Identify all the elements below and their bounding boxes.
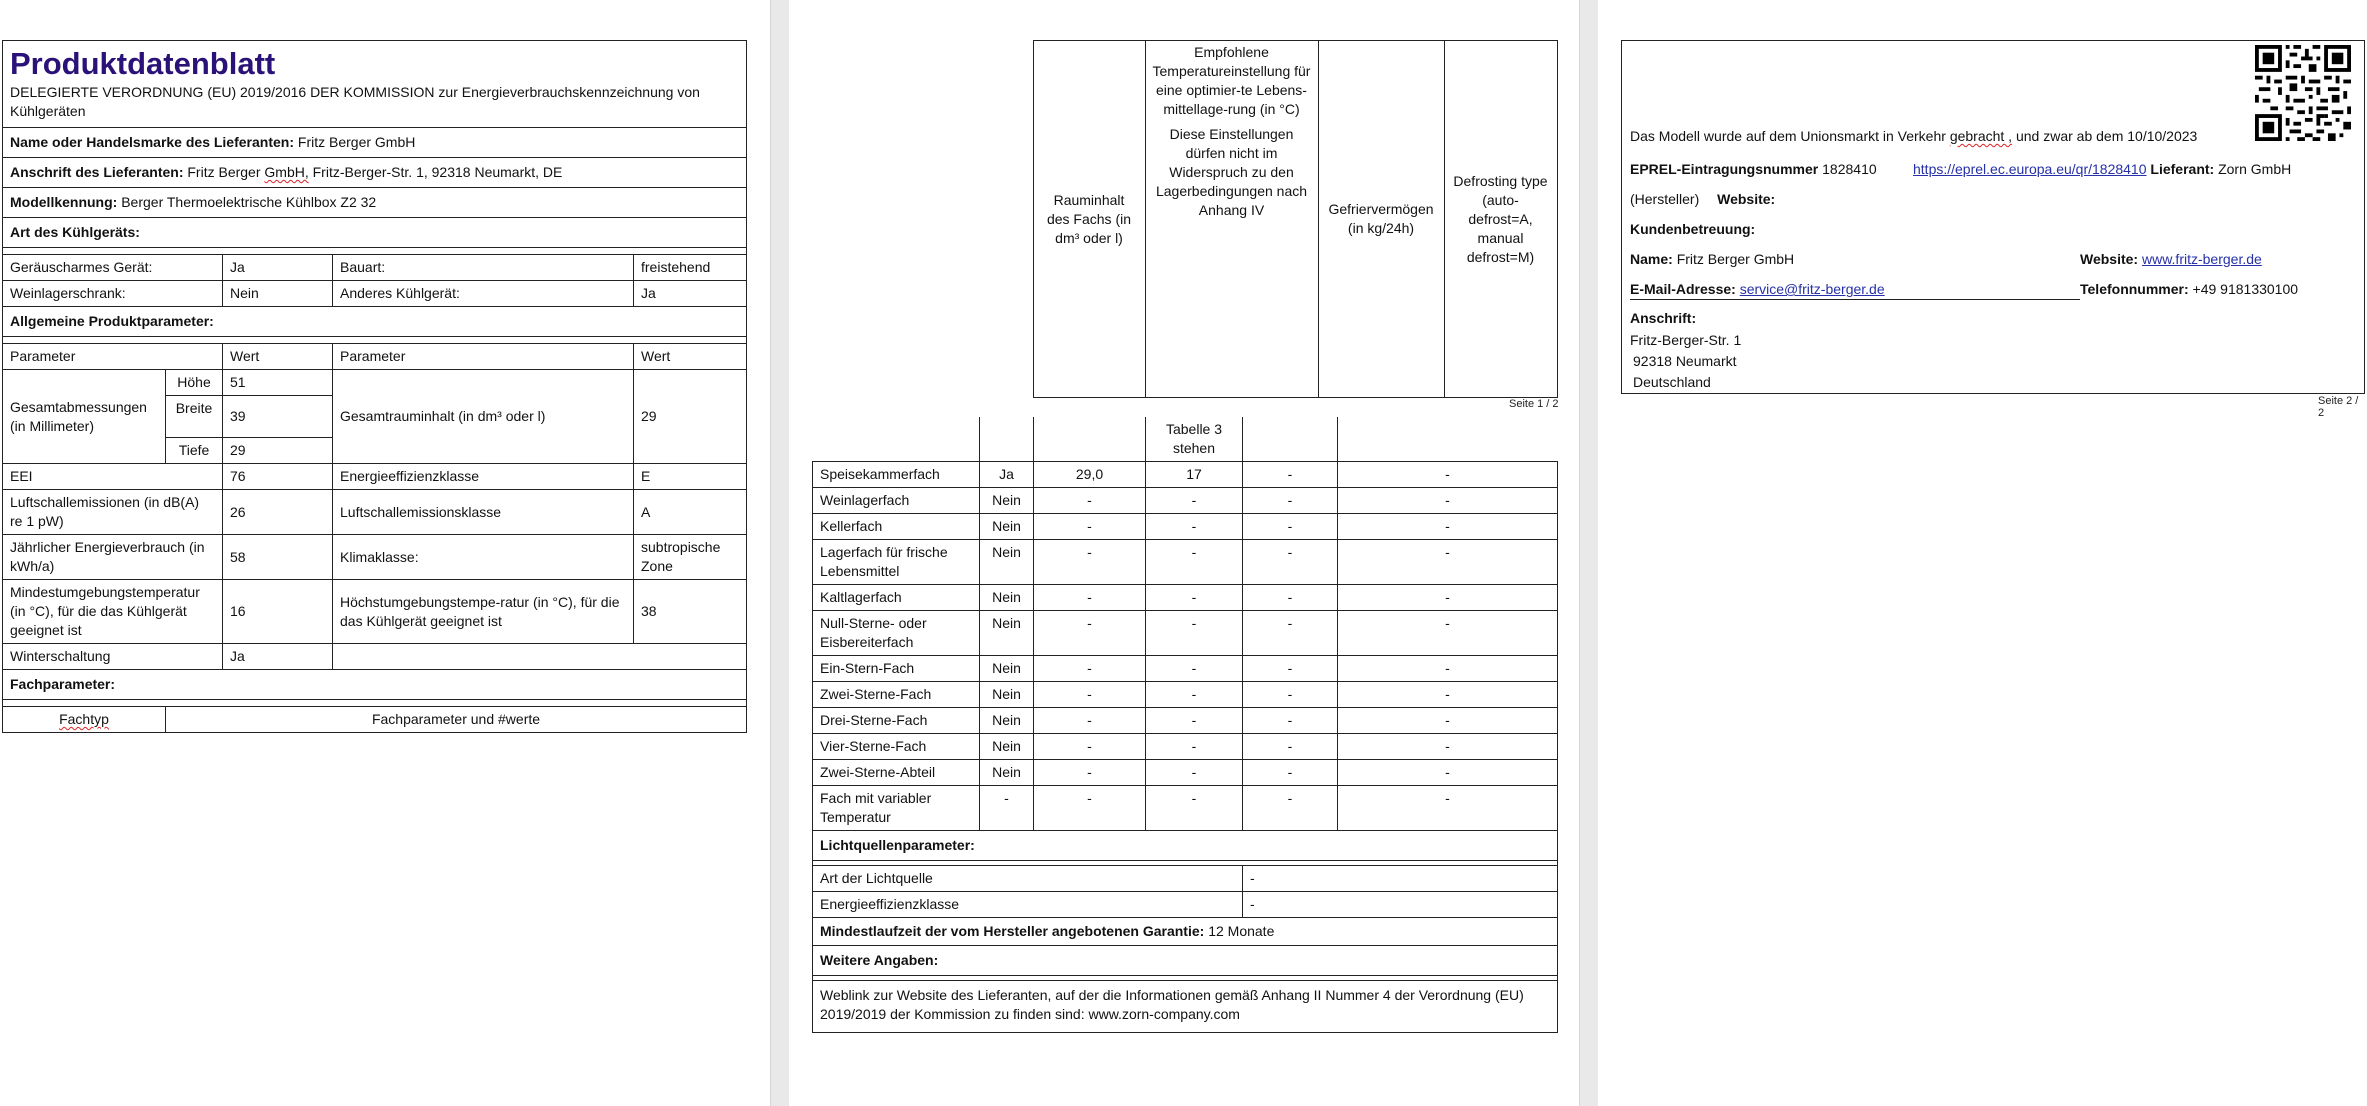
compartment-row xyxy=(813,682,1558,708)
empty-cell xyxy=(333,644,747,670)
supplier-label: Lieferant: xyxy=(2150,161,2215,177)
compartment-defrost: - xyxy=(1338,462,1558,488)
light-type-label: Art der Lichtquelle xyxy=(813,866,1243,892)
winter-mode-value: Ja xyxy=(223,644,333,670)
page-number-1: Seite 1 / 2 xyxy=(1509,398,1559,410)
compartment-volume: - xyxy=(1034,488,1146,514)
compartment-temp: - xyxy=(1146,786,1243,831)
contact-name-value: Fritz Berger GmbH xyxy=(1676,251,1795,267)
compartment-defrost: - xyxy=(1338,656,1558,682)
empty-cell xyxy=(1034,417,1146,462)
compartment-row xyxy=(813,656,1558,682)
warranty-value: 12 Monate xyxy=(1208,923,1275,939)
email-label: E-Mail-Adresse: xyxy=(1630,281,1736,297)
supplier-address-part2: GmbH, xyxy=(264,164,309,180)
supplier-name-label: Name oder Handelsmarke des Lieferanten: xyxy=(10,134,294,150)
compartment-params-heading: Fachparameter: xyxy=(10,676,116,692)
compartment-freezing: - xyxy=(1243,708,1338,734)
compartment-defrost: - xyxy=(1338,786,1558,831)
noise-emission-label xyxy=(3,490,223,535)
compartment-volume: - xyxy=(1034,786,1146,831)
address-heading xyxy=(1630,309,1696,328)
compartment-name: Weinlagerfach xyxy=(813,488,980,514)
compartment-freezing: - xyxy=(1243,488,1338,514)
low-noise-label: Geräuscharmes Gerät: xyxy=(3,255,223,281)
design-label: Bauart: xyxy=(333,255,634,281)
noise-class-value: A xyxy=(634,490,747,535)
compartment-defrost: - xyxy=(1338,514,1558,540)
empty-header-cell xyxy=(812,41,1033,398)
compartment-present: Nein xyxy=(980,760,1034,786)
compartment-volume: - xyxy=(1034,760,1146,786)
supplier-name-value: Fritz Berger GmbH xyxy=(297,134,416,150)
weblink-text: Weblink zur Website des Lieferanten, auf der die Informationen gemäß Anhang II Nummer 4 der Verordnung (EU) 2019/2019 der Kommission zu finden sind: www.zorn-company.com xyxy=(813,981,1558,1033)
compartment-defrost: - xyxy=(1338,611,1558,656)
device-type-heading: Art des Kühlgeräts: xyxy=(10,224,140,240)
compartment-freezing: - xyxy=(1243,682,1338,708)
annual-energy-label: Jährlicher Energieverbrauch (in kWh/a) xyxy=(3,535,223,580)
wine-cabinet-label: Weinlagerschrank: xyxy=(3,281,223,307)
compartment-volume: - xyxy=(1034,682,1146,708)
email-line xyxy=(1630,280,2080,300)
compartment-volume: - xyxy=(1034,585,1146,611)
value-column-header: Wert xyxy=(223,344,333,370)
eprel-number-label: EPREL-Eintragungsnummer xyxy=(1630,161,1819,177)
regulation-subtitle: DELEGIERTE VERORDNUNG (EU) 2019/2016 DER KOMMISSION zur Energieverbrauchskennzeichnung von Kühlgeräten xyxy=(10,84,700,119)
market-text-c: und zwar ab dem 10/10/2023 xyxy=(2015,128,2198,144)
compartment-present: Nein xyxy=(980,488,1034,514)
compartment-volume: - xyxy=(1034,656,1146,682)
compartment-freezing: - xyxy=(1243,462,1338,488)
compartment-defrost: - xyxy=(1338,488,1558,514)
compartment-freezing: - xyxy=(1243,514,1338,540)
customer-service-heading-text: Kundenbetreuung: xyxy=(1630,221,1756,237)
compartment-row xyxy=(813,611,1558,656)
page-gutter-left xyxy=(770,0,790,1106)
compartment-freezing: - xyxy=(1243,760,1338,786)
model-label: Modellkennung: xyxy=(10,194,118,210)
page-3 xyxy=(1598,0,2367,1106)
compartment-defrost: - xyxy=(1338,585,1558,611)
header-table-3-note: Tabelle 3 stehen xyxy=(1146,417,1243,462)
manufacturer-line xyxy=(1630,190,1775,209)
compartment-freezing: - xyxy=(1243,786,1338,831)
light-class-value: - xyxy=(1243,892,1558,918)
compartment-rows xyxy=(813,462,1558,831)
compartment-name: Kellerfach xyxy=(813,514,980,540)
other-device-value: Ja xyxy=(634,281,747,307)
energy-class-label: Energieeffizienzklasse xyxy=(333,464,634,490)
compartment-present: Nein xyxy=(980,585,1034,611)
compartment-volume: 29,0 xyxy=(1034,462,1146,488)
compartment-present: Nein xyxy=(980,682,1034,708)
eprel-link[interactable]: https://eprel.ec.europa.eu/qr/1828410 xyxy=(1913,161,2147,177)
width-value: 39 xyxy=(223,396,333,438)
eprel-link-line xyxy=(1913,160,2291,179)
compartment-present: Nein xyxy=(980,734,1034,760)
compartment-row xyxy=(813,540,1558,585)
compartment-present: Nein xyxy=(980,514,1034,540)
contact-name-line xyxy=(1630,250,1794,269)
phone-value: +49 9181330100 xyxy=(2192,281,2299,297)
compartment-row xyxy=(813,760,1558,786)
compartment-freezing: - xyxy=(1243,540,1338,585)
compartment-type-text: Fachtyp xyxy=(59,711,109,727)
eei-label: EEI xyxy=(3,464,223,490)
noise-class-label: Luftschallemissionsklasse xyxy=(333,490,634,535)
supplier-address-part3: Fritz-Berger-Str. 1, 92318 Neumarkt, DE xyxy=(312,164,563,180)
compartment-temp: - xyxy=(1146,540,1243,585)
compartment-name: Ein-Stern-Fach xyxy=(813,656,980,682)
compartment-row xyxy=(813,514,1558,540)
compartment-present: - xyxy=(980,786,1034,831)
compartment-present: Nein xyxy=(980,540,1034,585)
contact-website-label: Website: xyxy=(2080,251,2139,267)
height-label: Höhe xyxy=(166,370,223,396)
eprel-number-value: 1828410 xyxy=(1822,161,1877,177)
annual-energy-value: 58 xyxy=(223,535,333,580)
compartment-present: Ja xyxy=(980,462,1034,488)
market-text-a: Das Modell wurde auf dem Unionsmarkt in Verkehr xyxy=(1630,128,1946,144)
page-2 xyxy=(789,0,1579,1106)
depth-label: Tiefe xyxy=(166,438,223,464)
other-device-label: Anderes Kühlgerät: xyxy=(333,281,634,307)
total-volume-value: 29 xyxy=(634,370,747,464)
market-text-b: gebracht , xyxy=(1949,128,2013,144)
manufacturer-website-label: Website: xyxy=(1717,191,1776,207)
compartment-name: Speisekammerfach xyxy=(813,462,980,488)
contact-website-line xyxy=(2080,250,2262,269)
compartment-name: Fach mit variabler Temperatur xyxy=(813,786,980,831)
compartment-volume: - xyxy=(1034,708,1146,734)
compartment-row xyxy=(813,708,1558,734)
supplier-value: Zorn GmbH xyxy=(2218,161,2292,177)
min-ambient-temp-label: Mindestumgebungstemperatur (in °C), für die das Kühlgerät geeignet ist xyxy=(3,580,223,644)
header-temp-note: Diese Einstellungen dürfen nicht im Widerspruch zu den Lagerbedingungen nach Anhang IV xyxy=(1155,126,1308,218)
light-class-label: Energieeffizienzklasse xyxy=(813,892,1243,918)
climate-class-value: subtropische Zone xyxy=(634,535,747,580)
manufacturer-label: (Hersteller) xyxy=(1630,191,1700,207)
param-column-header-2: Parameter xyxy=(333,344,634,370)
compartment-temp: - xyxy=(1146,708,1243,734)
light-type-value: - xyxy=(1243,866,1558,892)
compartment-params-header: Fachparameter und #werte xyxy=(166,707,747,733)
noise-emission-value: 26 xyxy=(223,490,333,535)
compartment-type-header xyxy=(3,707,166,733)
compartment-name: Null-Sterne- oder Eisbereiterfach xyxy=(813,611,980,656)
empty-cell xyxy=(980,417,1034,462)
compartment-name: Vier-Sterne-Fach xyxy=(813,734,980,760)
compartment-row xyxy=(813,734,1558,760)
param-column-header: Parameter xyxy=(3,344,223,370)
compartment-name: Zwei-Sterne-Fach xyxy=(813,682,980,708)
compartment-defrost: - xyxy=(1338,540,1558,585)
compartment-freezing: - xyxy=(1243,611,1338,656)
compartment-defrost: - xyxy=(1338,708,1558,734)
compartment-row xyxy=(813,488,1558,514)
compartment-temp: - xyxy=(1146,585,1243,611)
compartment-temp: - xyxy=(1146,760,1243,786)
climate-class-label: Klimaklasse: xyxy=(333,535,634,580)
max-ambient-temp-label: Höchstumgebungstempe-ratur (in °C), für die das Kühlgerät geeignet ist xyxy=(333,580,634,644)
energy-class-value: E xyxy=(634,464,747,490)
width-label: Breite xyxy=(166,396,223,438)
total-volume-label: Gesamtrauminhalt (in dm³ oder l) xyxy=(333,370,634,464)
customer-service-heading xyxy=(1630,220,1755,239)
compartment-row xyxy=(813,462,1558,488)
value-column-header-2: Wert xyxy=(634,344,747,370)
compartment-temp: - xyxy=(1146,734,1243,760)
noise-emission-text: Luftschallemissionen (in dB(A) re 1 pW) xyxy=(10,494,200,529)
compartment-freezing: - xyxy=(1243,585,1338,611)
email-link[interactable]: service@fritz-berger.de xyxy=(1739,281,1885,297)
compartment-name: Zwei-Sterne-Abteil xyxy=(813,760,980,786)
header-defrost-type: Defrosting type (auto-defrost=A, manual defrost=M) xyxy=(1444,41,1557,398)
product-datasheet-table xyxy=(2,40,747,733)
address-street: Fritz-Berger-Str. 1 xyxy=(1630,332,1742,348)
header-compartment-volume: Rauminhalt des Fachs (in dm³ oder l) xyxy=(1033,41,1145,398)
compartment-volume: - xyxy=(1034,734,1146,760)
compartment-present: Nein xyxy=(980,708,1034,734)
dimensions-label: Gesamtabmessungen (in Millimeter) xyxy=(3,370,166,464)
min-ambient-temp-value: 16 xyxy=(223,580,333,644)
supplier-address-part1: Fritz Berger xyxy=(187,164,261,180)
header-freezing-capacity: Gefriervermögen (in kg/24h) xyxy=(1318,41,1444,398)
compartment-name: Lagerfach für frische Lebensmittel xyxy=(813,540,980,585)
compartment-defrost: - xyxy=(1338,682,1558,708)
compartment-defrost: - xyxy=(1338,734,1558,760)
eprel-line xyxy=(1630,160,1877,179)
contact-name-label: Name: xyxy=(1630,251,1673,267)
model-value: Berger Thermoelektrische Kühlbox Z2 32 xyxy=(121,194,377,210)
qr-code-icon xyxy=(2255,45,2351,141)
height-value: 51 xyxy=(223,370,333,396)
eei-value: 76 xyxy=(223,464,333,490)
compartment-present: Nein xyxy=(980,656,1034,682)
compartment-freezing: - xyxy=(1243,734,1338,760)
wine-cabinet-value: Nein xyxy=(223,281,333,307)
address-heading-text: Anschrift: xyxy=(1630,310,1697,326)
page-1 xyxy=(0,0,770,1106)
compartment-volume: - xyxy=(1034,540,1146,585)
contact-website-link[interactable]: www.fritz-berger.de xyxy=(2141,251,2262,267)
compartment-name: Kaltlagerfach xyxy=(813,585,980,611)
page-title: Produktdatenblatt xyxy=(10,46,276,81)
compartment-temp: - xyxy=(1146,611,1243,656)
compartment-temp: - xyxy=(1146,488,1243,514)
compartment-volume: - xyxy=(1034,611,1146,656)
low-noise-value: Ja xyxy=(223,255,333,281)
winter-mode-label: Winterschaltung xyxy=(3,644,223,670)
header-recommended-temp xyxy=(1145,41,1318,398)
page-gutter-right xyxy=(1579,0,1599,1106)
page-number-2: Seite 2 / 2 xyxy=(2318,395,2359,419)
max-ambient-temp-value: 38 xyxy=(634,580,747,644)
further-info-heading: Weitere Angaben: xyxy=(820,952,939,968)
compartment-header-table xyxy=(812,40,1558,398)
compartment-temp: - xyxy=(1146,682,1243,708)
compartment-temp: - xyxy=(1146,656,1243,682)
empty-cell xyxy=(813,417,980,462)
compartment-name: Drei-Sterne-Fach xyxy=(813,708,980,734)
header-recommended-temp-text: Empfohlene Temperatureinstellung für eine optimier-te Lebens-mittellage-rung (in °C) xyxy=(1152,44,1311,117)
compartment-temp: 17 xyxy=(1146,462,1243,488)
address-country: Deutschland xyxy=(1633,374,1711,390)
empty-cell xyxy=(1338,417,1558,462)
phone-label: Telefonnummer: xyxy=(2080,281,2189,297)
depth-value: 29 xyxy=(223,438,333,464)
light-source-heading: Lichtquellenparameter: xyxy=(820,837,975,853)
supplier-address-label: Anschrift des Lieferanten: xyxy=(10,164,184,180)
compartment-freezing: - xyxy=(1243,656,1338,682)
address-city: 92318 Neumarkt xyxy=(1633,353,1737,369)
general-params-heading: Allgemeine Produktparameter: xyxy=(10,313,214,329)
compartment-table xyxy=(812,417,1558,1033)
empty-cell xyxy=(1243,417,1338,462)
compartment-temp: - xyxy=(1146,514,1243,540)
compartment-row xyxy=(813,585,1558,611)
design-value: freistehend xyxy=(634,255,747,281)
warranty-label: Mindestlaufzeit der vom Hersteller angebotenen Garantie: xyxy=(820,923,1205,939)
compartment-present: Nein xyxy=(980,611,1034,656)
compartment-volume: - xyxy=(1034,514,1146,540)
compartment-defrost: - xyxy=(1338,760,1558,786)
compartment-row xyxy=(813,786,1558,831)
phone-line xyxy=(2080,280,2298,299)
market-date-line xyxy=(1630,127,2197,146)
